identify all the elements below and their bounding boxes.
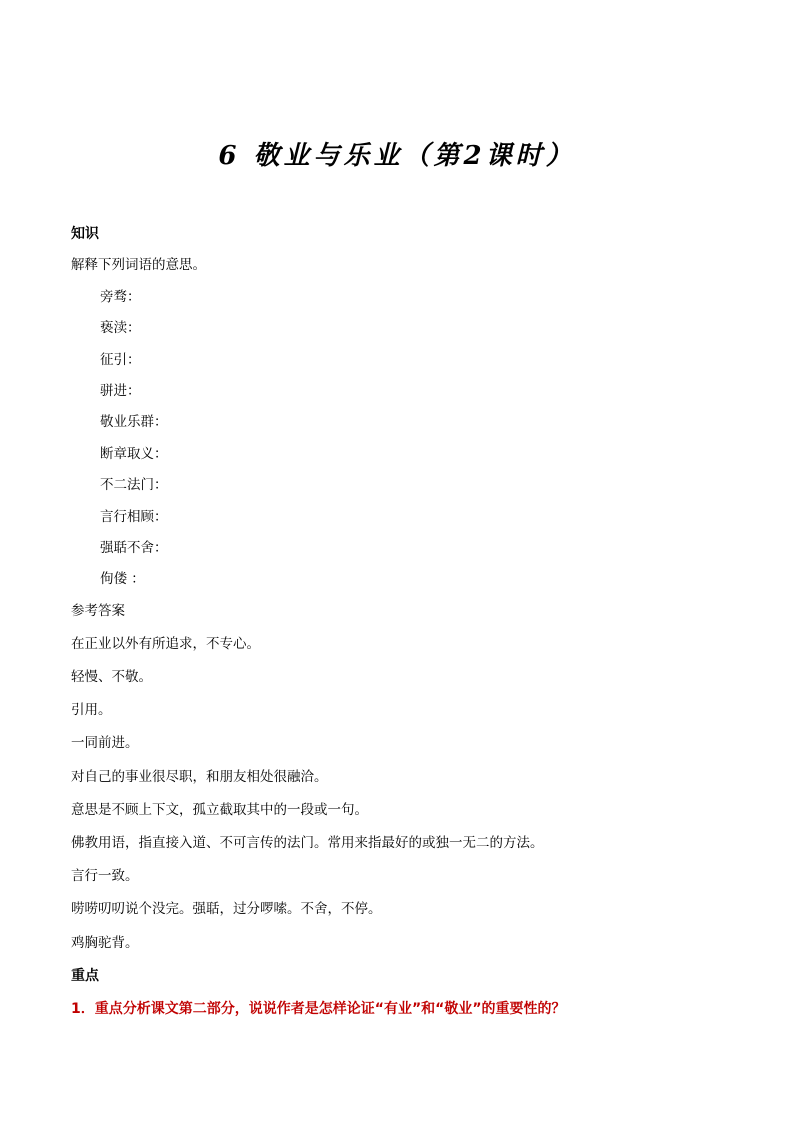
answer-heading: 参考答案 [71,602,125,619]
term-item: 亵渎： [100,320,141,337]
answer-item: 对自己的事业很尽职，和朋友相处很融洽。 [71,768,328,785]
answer-section [71,599,731,1030]
term-item: 骈进： [100,382,141,399]
answer-item: 意思是不顾上下文，孤立截取其中的一段或一句。 [71,801,368,818]
answer-item: 唠唠叨叨说个没完。强聒，过分啰嗦。不舍，不停。 [71,901,382,918]
answer-item: 佛教用语，指直接入道、不可言传的法门。常用来指最好的或独一无二的方法。 [71,835,544,851]
term-list [71,285,731,599]
answer-item: 轻慢、不敬。 [71,669,152,686]
term-item: 断章取义： [100,445,168,462]
answer-item: 一同前进。 [71,735,139,752]
page-title: 6 敬业与乐业（第2课时） [218,141,576,171]
instruction-text: 解释下列词语的意思。 [71,257,206,274]
answer-item: 言行一致。 [71,868,139,885]
term-item: 强聒不舍： [100,539,168,556]
term-item: 言行相顾： [100,508,168,525]
term-item: 征引： [100,351,141,368]
term-item: 旁骛： [100,288,141,305]
section-heading-key-points: 重点 [71,967,99,984]
answer-item: 在正业以外有所追求，不专心。 [71,635,260,652]
key-question: 1．重点分析课文第二部分，说说作者是怎样论证“有业”和“敬业”的重要性的？ [71,1000,566,1017]
answer-item: 引用。 [71,702,112,719]
term-item: 佝偻 ： [100,571,145,588]
section-heading-knowledge: 知识 [71,226,99,242]
answer-item: 鸡胸驼背。 [71,934,139,951]
term-item: 敬业乐群： [100,414,168,431]
document-body [71,222,731,1030]
term-item: 不二法门： [100,477,168,494]
